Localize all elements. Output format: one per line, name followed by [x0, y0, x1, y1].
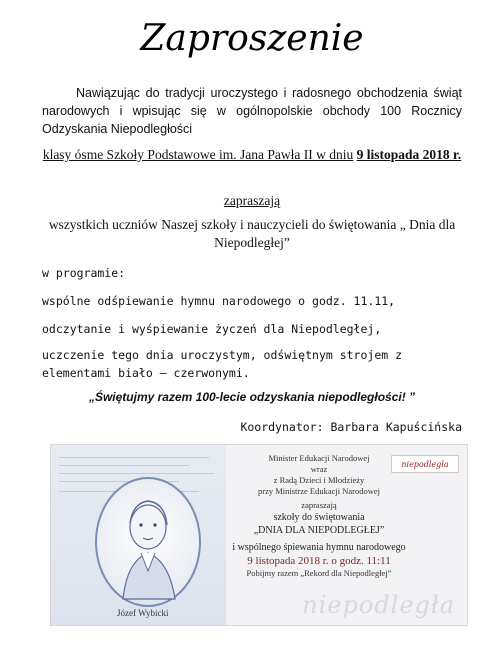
- portrait-illustration: [97, 479, 199, 605]
- event-poster: [50, 444, 468, 626]
- program-item-1: wspólne odśpiewanie hymnu narodowego o godz. 11.11,: [42, 294, 396, 308]
- coordinator: Koordynator: Barbara Kapuścińska: [240, 420, 462, 434]
- portrait-image: [95, 477, 201, 607]
- classes-line: klasy ósme Szkoły Podstawowe im. Jana Pawła II w dniu: [42, 147, 354, 162]
- watermark: niepodległa: [302, 591, 455, 619]
- portrait-caption: Józef Wybicki: [117, 608, 169, 618]
- poster-line: szkoły do świętowania: [273, 512, 365, 523]
- manuscript-line: [59, 465, 189, 466]
- program-item-3: uczczenie tego dnia uroczystym, odświętnym strojem z elementami biało – czerwonymi.: [42, 348, 403, 380]
- poster-line: wraz: [310, 464, 328, 474]
- poster-line: Minister Edukacji Narodowej: [268, 453, 370, 463]
- poster-line: 9 listopada 2018 r. o godz. 11:11: [247, 555, 391, 567]
- poster-line: z Radą Dzieci i Młodzieży: [273, 475, 365, 485]
- poster-line: „DNIA DLA NIEPODLEGŁEJ”: [253, 525, 385, 536]
- invite-paragraph: wszystkich uczniów Naszej szkoły i nauczycieli do świętowania „ Dnia dla Niepodległej”: [48, 217, 456, 250]
- invites-text: zapraszają: [223, 193, 281, 208]
- poster-line: przy Ministrze Edukacji Narodowej: [257, 486, 381, 496]
- slogan: „Świętujmy razem 100-lecie odzyskania niepodległości! ”: [88, 390, 416, 404]
- program-label: w programie:: [42, 266, 126, 280]
- classes-date: 9 listopada 2018 r.: [356, 147, 462, 162]
- manuscript-line: [59, 473, 214, 474]
- program-item-2: odczytanie i wyśpiewanie życzeń dla Niepodległej,: [42, 322, 382, 336]
- poster-line: zapraszają: [301, 500, 337, 510]
- poster-text: [229, 453, 409, 579]
- invites-heading: [42, 192, 462, 210]
- poster-line: i wspólnego śpiewania hymnu narodowego: [232, 542, 406, 553]
- poster-line: Pobijmy razem „Rekord dla Niepodległej”: [246, 568, 392, 578]
- intro-paragraph: Nawiązując do tradycji uroczystego i radosnego obchodzenia świąt narodowych i wpisując się w ogólnopolskie obchody 100 Rocznicy Odzyskania Niepodległości: [42, 86, 462, 136]
- manuscript-line: [59, 457, 209, 458]
- classes-paragraph: [42, 146, 462, 163]
- niepodlegla-logo: niepodległa: [391, 455, 459, 473]
- page-title: Zaproszenie: [140, 18, 364, 59]
